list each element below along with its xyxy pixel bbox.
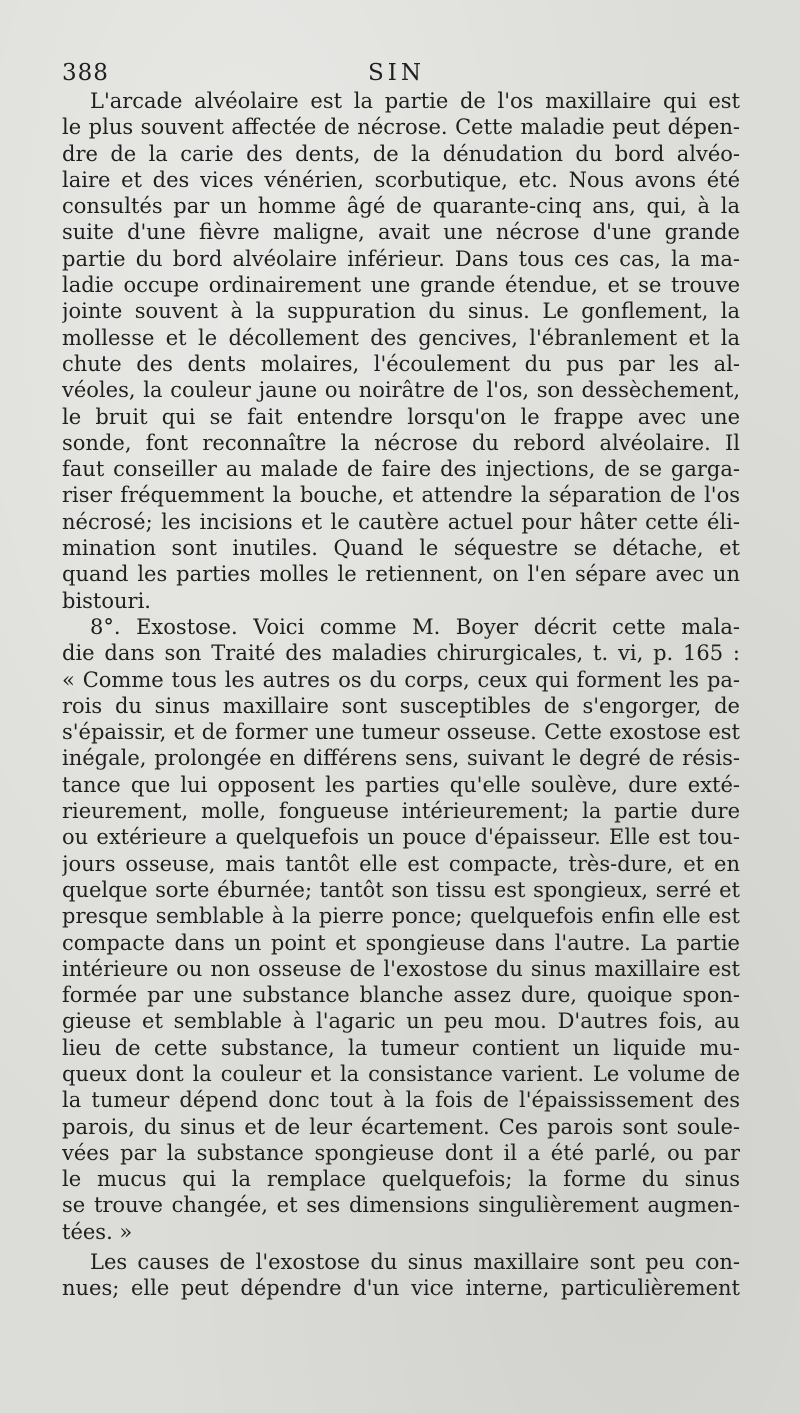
paragraph-necrose: [62, 88, 740, 614]
text-line: le bruit qui se fait entendre lorsqu'on le frappe avec une: [62, 404, 740, 429]
text-line: suite d'une fièvre maligne, avait une nécrose d'une grande: [62, 220, 740, 245]
text-line: véoles, la couleur jaune ou noirâtre de l'os, son dessèchement,: [62, 378, 740, 403]
text-line: nues; elle peut dépendre d'un vice interne, particulièrement: [62, 1276, 740, 1301]
text-line: rois du sinus maxillaire sont susceptibles de s'engorger, de: [62, 693, 740, 718]
text-line: nécrosé; les incisions et le cautère actuel pour hâter cette éli-: [62, 509, 740, 534]
text-line: tance que lui opposent les parties qu'elle soulève, dure exté-: [62, 772, 740, 797]
text-line: s'épaissir, et de former une tumeur osseuse. Cette exostose est: [62, 720, 740, 745]
running-head: SIN: [368, 60, 425, 86]
text-line: consultés par un homme âgé de quarante-cinq ans, qui, à la: [62, 194, 740, 219]
text-line: vées par la substance spongieuse dont il a été parlé, ou par: [62, 1140, 740, 1165]
paragraph-exostose: [62, 614, 740, 1245]
text-line: sonde, font reconnaître la nécrose du rebord alvéolaire. Il: [62, 430, 740, 455]
text-line: se trouve changée, et ses dimensions singulièrement augmen-: [62, 1193, 740, 1218]
text-line: le mucus qui la remplace quelquefois; la forme du sinus: [62, 1167, 740, 1192]
body-text: [62, 88, 740, 1302]
text-line: Les causes de l'exostose du sinus maxillaire sont peu con-: [90, 1250, 740, 1275]
text-line: laire et des vices vénérien, scorbutique, etc. Nous avons été: [62, 167, 740, 192]
text-line: intérieure ou non osseuse de l'exostose du sinus maxillaire est: [62, 956, 740, 981]
page-number: 388: [62, 60, 109, 86]
text-line: « Comme tous les autres os du corps, ceux qui forment les pa-: [62, 667, 740, 692]
text-line: partie du bord alvéolaire inférieur. Dans tous ces cas, la ma-: [62, 246, 740, 271]
text-line: ladie occupe ordinairement une grande étendue, et se trouve: [62, 273, 740, 298]
text-line: die dans son Traité des maladies chirurgicales, t. vi, p. 165 :: [62, 641, 740, 666]
text-line: mollesse et le décollement des gencives, l'ébranlement et la: [62, 325, 740, 350]
text-line: la tumeur dépend donc tout à la fois de l'épaississement des: [62, 1088, 740, 1113]
text-line: bistouri.: [62, 588, 151, 613]
text-line: quelque sorte éburnée; tantôt son tissu est spongieux, serré et: [62, 877, 740, 902]
text-line: presque semblable à la pierre ponce; quelquefois enfin elle est: [62, 904, 740, 929]
paragraph-causes: [62, 1249, 740, 1302]
text-line: jours osseuse, mais tantôt elle est compacte, très-dure, et en: [62, 851, 740, 876]
text-line: lieu de cette substance, la tumeur contient un liquide mu-: [62, 1035, 740, 1060]
text-line: L'arcade alvéolaire est la partie de l'os maxillaire qui est: [90, 89, 740, 113]
text-line: quand les parties molles le retiennent, on l'en sépare avec un: [62, 562, 740, 587]
text-line: parois, du sinus et de leur écartement. Ces parois sont soule-: [62, 1114, 740, 1139]
text-line: 8°. Exostose. Voici comme M. Boyer décrit cette mala-: [90, 614, 740, 639]
text-line: formée par une substance blanche assez dure, quoique spon-: [62, 983, 740, 1008]
text-line: mination sont inutiles. Quand le séquestre se détache, et: [62, 536, 740, 561]
text-line: tées. »: [62, 1219, 133, 1244]
text-line: ou extérieure a quelquefois un pouce d'épaisseur. Elle est tou-: [62, 825, 740, 850]
text-line: compacte dans un point et spongieuse dans l'autre. La partie: [62, 930, 740, 955]
text-line: gieuse et semblable à l'agaric un peu mou. D'autres fois, au: [62, 1009, 740, 1034]
text-line: le plus souvent affectée de nécrose. Cette maladie peut dépen-: [62, 115, 740, 140]
text-line: dre de la carie des dents, de la dénudation du bord alvéo-: [62, 141, 740, 166]
text-line: chute des dents molaires, l'écoulement du pus par les al-: [62, 351, 740, 376]
text-line: rieurement, molle, fongueuse intérieurement; la partie dure: [62, 799, 740, 824]
text-line: jointe souvent à la suppuration du sinus. Le gonflement, la: [62, 299, 740, 324]
text-line: queux dont la couleur et la consistance varient. Le volume de: [62, 1061, 740, 1086]
text-line: riser fréquemment la bouche, et attendre la séparation de l'os: [62, 483, 740, 508]
text-line: faut conseiller au malade de faire des injections, de se garga-: [62, 457, 740, 482]
text-line: inégale, prolongée en différens sens, suivant le degré de résis-: [62, 746, 740, 771]
